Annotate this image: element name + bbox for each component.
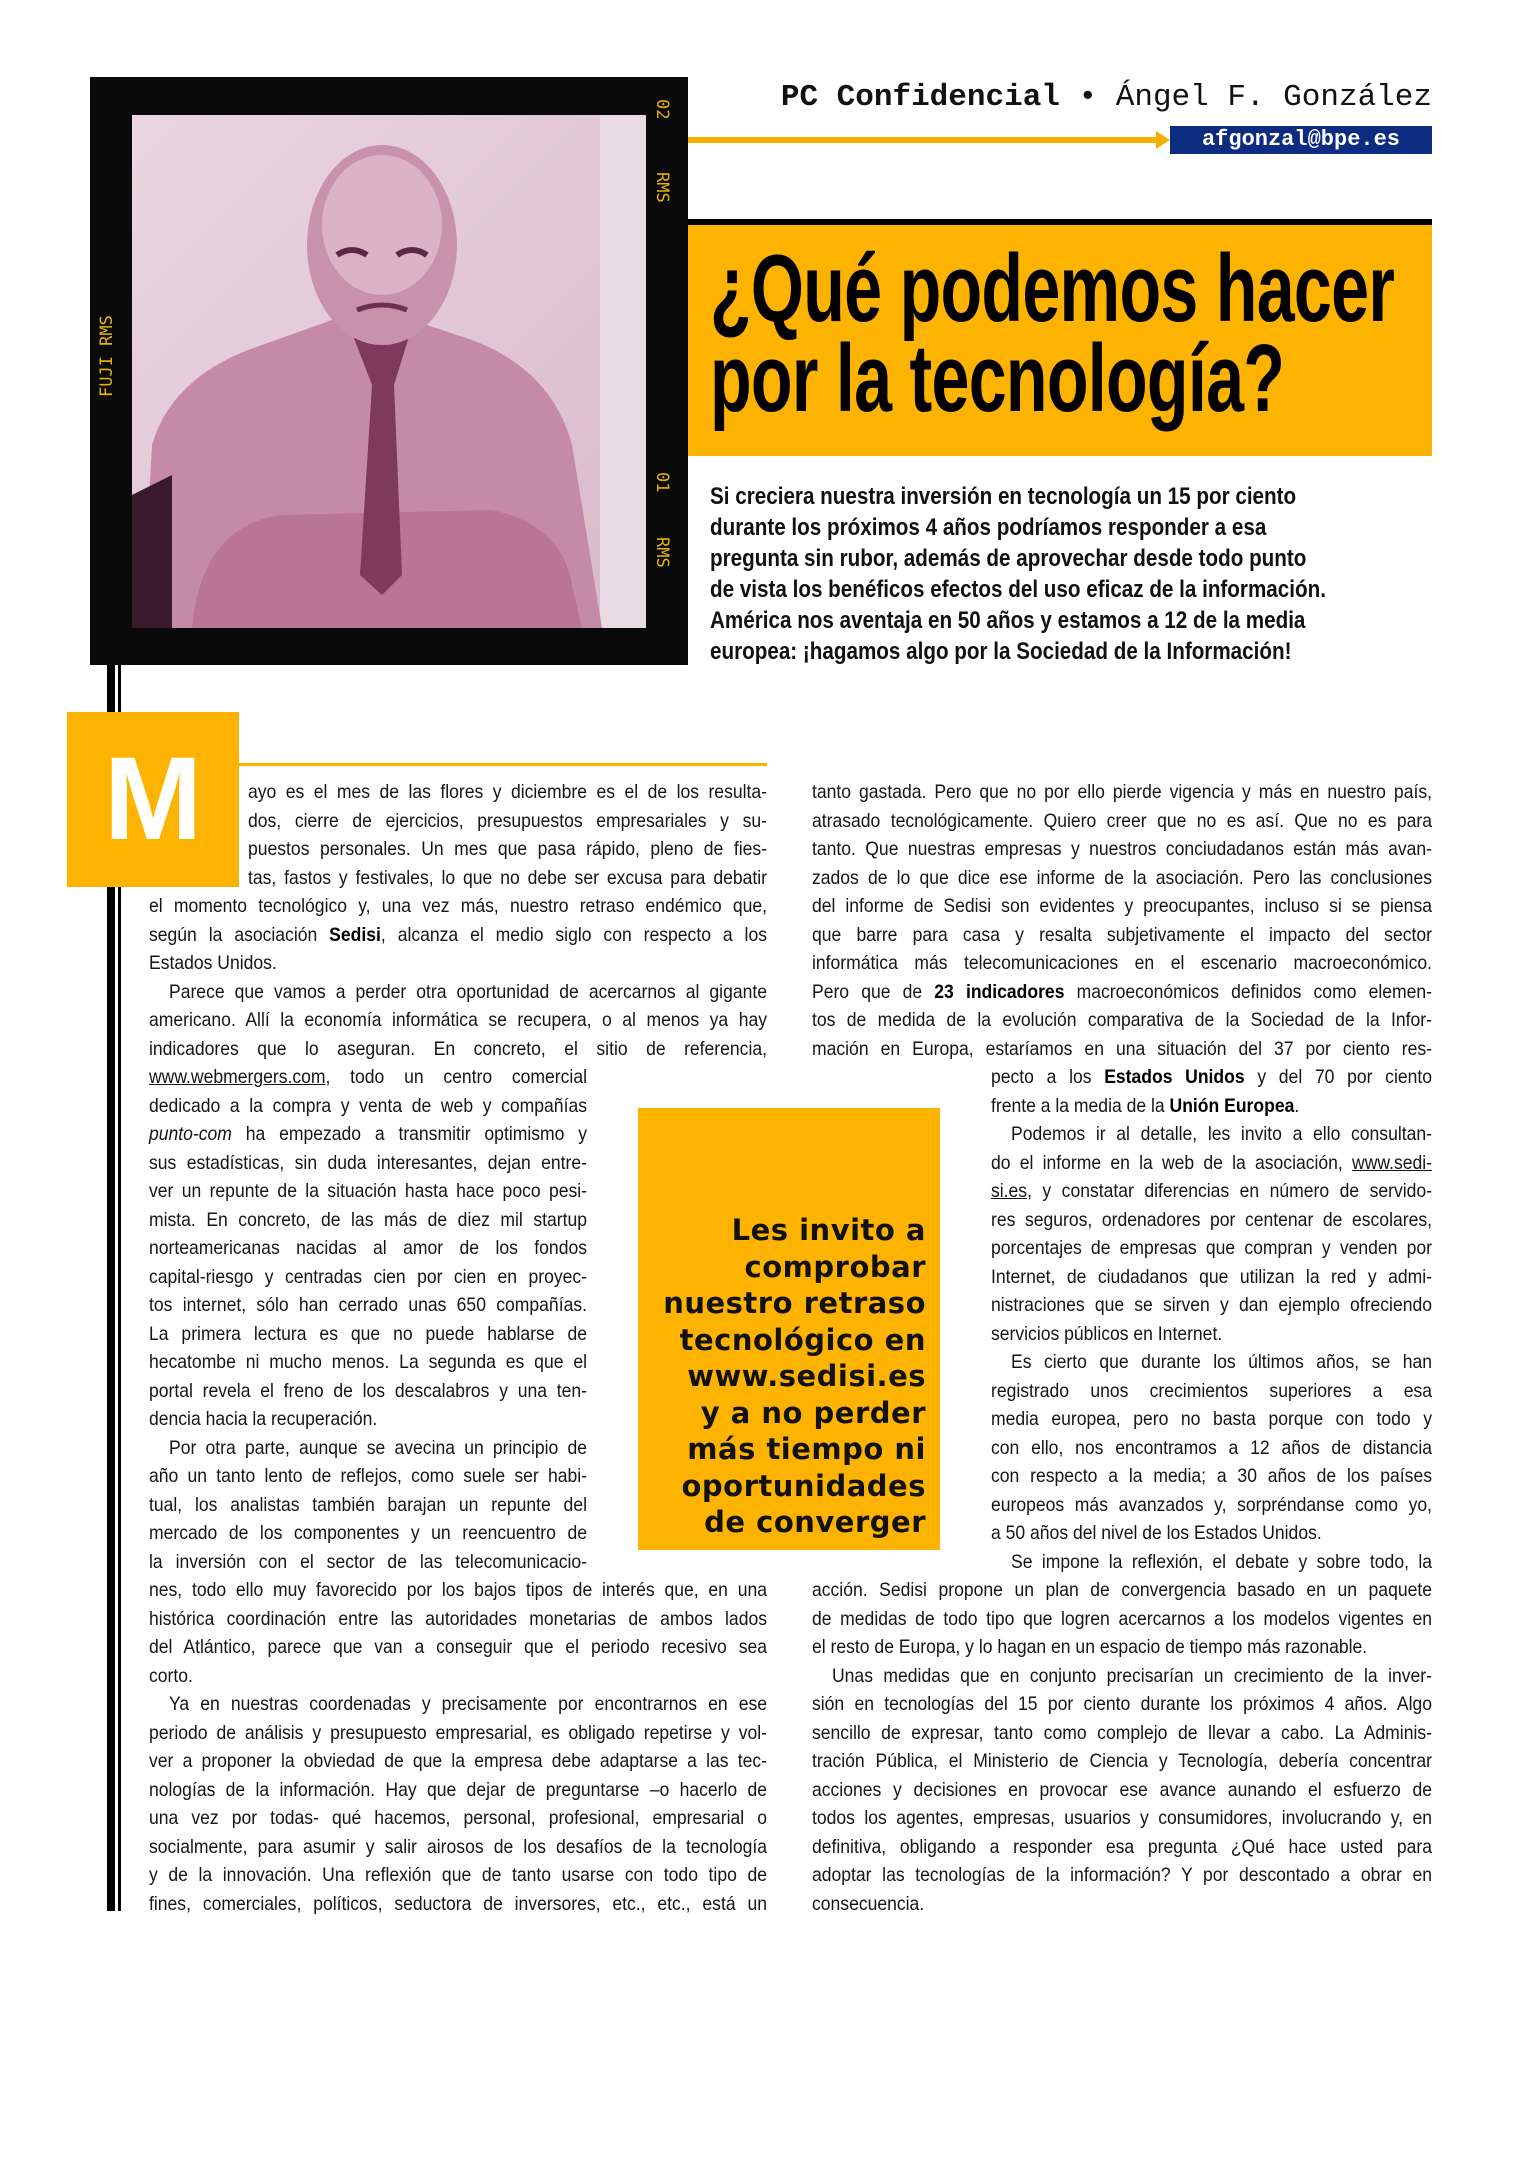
text-run: informática más telecomunicaciones en el escenario macroeconómico. (812, 952, 1432, 974)
text-run: según la asociación (149, 923, 330, 946)
column-top-rule (239, 763, 767, 766)
film-mark: RMS (652, 537, 672, 568)
text-run: dos, cierre de ejercicios, presupuestos empresariales y su- (248, 809, 767, 832)
text-run: capital-riesgo y centradas cien por cien en proyec- (149, 1265, 587, 1288)
body-text-line (248, 778, 767, 807)
drop-cap: M (67, 712, 239, 887)
body-text-line (149, 1519, 587, 1548)
body-text-line (991, 1377, 1432, 1406)
body-text-line (149, 892, 767, 921)
body-text-line (991, 1263, 1432, 1292)
web-link[interactable]: www.webmergers.com (149, 1066, 326, 1088)
standfirst-line: europea: ¡hagamos algo por la Sociedad de la Información! (710, 638, 1292, 665)
text-run: portal revela el freno de los descalabros y una ten- (149, 1379, 587, 1402)
text-run: consecuencia. (812, 1892, 925, 1915)
text-run: pecto a los (991, 1066, 1105, 1088)
body-text-line (812, 1890, 1432, 1919)
film-mark: RMS (652, 172, 672, 203)
text-run: tual, los analistas también barajan un repunte del (149, 1493, 587, 1516)
text-run: tanto gastada. Pero que no por ello pierde vigencia y más en nuestro país, (812, 781, 1432, 803)
body-text-line (991, 1519, 1432, 1548)
pull-quote-line: y a no perder (700, 1395, 926, 1430)
film-mark: 01 (652, 472, 672, 493)
text-run: una vez por todas- qué hacemos, personal, profesional, empresarial o (149, 1807, 767, 1829)
text-run: Estados Unidos. (149, 952, 277, 974)
text-run: Se impone la reflexión, el debate y sobre todo, la (1011, 1550, 1432, 1573)
text-run: ha empezado a transmitir optimismo y (231, 1123, 587, 1145)
body-text-line (149, 1491, 587, 1520)
text-run: europeos más avanzados y, sorpréndanse como yo, (991, 1493, 1432, 1516)
text-run: tos de medida de la evolución comparativa de la Sociedad de la Infor- (812, 1009, 1432, 1031)
body-text-line (991, 1405, 1432, 1434)
byline-separator: • (1078, 80, 1098, 115)
body-text-line (149, 1320, 587, 1349)
text-run: a 50 años del nivel de los Estados Unidos. (991, 1522, 1322, 1544)
body-text-line (169, 1434, 587, 1463)
section-name: PC Confidencial (780, 80, 1060, 115)
text-run: del Atlántico, parece que van a conseguir que el periodo recesivo sea (149, 1636, 767, 1658)
arrow-right-icon (1156, 131, 1170, 149)
body-text-line (812, 1833, 1432, 1862)
text-run: Unas medidas que en conjunto precisarían un crecimiento de la inver- (832, 1664, 1432, 1687)
text-run: periodo de análisis y presupuesto empresarial, es obligado repetirse y vol- (149, 1721, 767, 1744)
text-run: zados de lo que dice ese informe de la asociación. Pero las conclusiones (812, 866, 1432, 889)
body-text-line (149, 1291, 587, 1320)
body-text-line (248, 807, 767, 836)
text-run: histórica coordinación entre las autoridades monetarias de ambos lados (149, 1607, 767, 1630)
text-run: nes, todo ello muy favorecido por los bajos tipos de interés que, en una (149, 1579, 767, 1601)
text-run: indicadores que lo aseguran. En concreto, el sitio de referencia, (149, 1037, 767, 1060)
body-text-line (812, 1605, 1432, 1634)
body-text-line (149, 1348, 587, 1377)
standfirst-line: Si creciera nuestra inversión en tecnología un 15 por ciento (710, 483, 1297, 510)
text-run: frente a la media de la (991, 1094, 1170, 1117)
web-link[interactable]: www.sedi- (1352, 1151, 1432, 1174)
body-text-line (991, 1206, 1432, 1235)
text-run: ayo es el mes de las flores y diciembre es el de los resulta- (248, 781, 767, 803)
headline-box (688, 225, 1432, 456)
standfirst-line: pregunta sin rubor, además de aprovechar desde todo punto (710, 545, 1307, 572)
italic-text: punto-com (149, 1123, 232, 1145)
bold-text: Sedisi (329, 923, 381, 946)
pull-quote-line: oportunidades (681, 1468, 926, 1503)
body-text-line (149, 1092, 587, 1121)
text-run: acciones y decisiones en provocar ese avance aunando el esfuerzo de (812, 1778, 1432, 1801)
body-text-line (812, 1633, 1432, 1662)
text-run: nologías de la información. Hay que dejar de preguntarse –o hacerlo de (149, 1778, 767, 1801)
bold-text: Estados Unidos (1104, 1066, 1245, 1088)
body-text-line (991, 1320, 1432, 1349)
text-run: , todo un centro comercial (325, 1066, 587, 1088)
body-text-line (1011, 1348, 1432, 1377)
body-text-line (812, 1719, 1432, 1748)
body-text-line (991, 1092, 1432, 1121)
text-run: dencia hacia la recuperación. (149, 1408, 378, 1430)
body-text-line (991, 1462, 1432, 1491)
text-run: americano. Allí la economía informática se recupera, o al menos ya hay (149, 1009, 767, 1031)
text-run: definitiva, obligando a responder esa pregunta ¿Qué hace usted para (812, 1835, 1432, 1858)
text-run: acción. Sedisi propone un plan de convergencia basado en un paquete (812, 1579, 1432, 1601)
body-text-line (149, 1804, 767, 1833)
pull-quote-line: de converger (704, 1505, 926, 1539)
text-run: adoptar las tecnologías de la información? Y por descontado a obrar en (812, 1864, 1432, 1886)
bold-text: 23 indicadores (934, 980, 1065, 1003)
text-run: puestos personales. Un mes que pasa rápido, pleno de fies- (248, 838, 767, 860)
standfirst-line: durante los próximos 4 años podríamos responder a esa (710, 514, 1267, 541)
text-run: macroeconómicos definidos como elemen- (1064, 980, 1433, 1003)
body-text-line (248, 864, 767, 893)
body-text-line (149, 1576, 767, 1605)
body-text-line (149, 1662, 767, 1691)
body-text-line (149, 1206, 587, 1235)
byline (781, 80, 1432, 115)
body-text-line (812, 921, 1432, 950)
text-run: res seguros, ordenadores por centenar de escolares, (991, 1208, 1432, 1231)
text-run: . (1294, 1094, 1300, 1117)
body-text-line (149, 1234, 587, 1263)
body-text-line (812, 864, 1432, 893)
body-text-line (991, 1177, 1432, 1206)
body-text-line (1011, 1120, 1432, 1149)
text-run: sus estadísticas, sin duda interesantes, dejan entre- (149, 1151, 587, 1174)
body-text-line (991, 1063, 1432, 1092)
text-run: do el informe en la web de la asociación, (991, 1151, 1353, 1174)
text-run: todos los agentes, empresas, usuarios y consumidores, involucrando y, en (812, 1807, 1432, 1829)
pull-quote-line: nuestro retraso (663, 1286, 926, 1320)
standfirst-line: de vista los benéficos efectos del uso eficaz de la información. (710, 576, 1326, 603)
bold-text: Unión Europea (1169, 1094, 1295, 1117)
pull-quote-line: comprobar (744, 1249, 926, 1284)
text-run: y del 70 por ciento (1244, 1066, 1433, 1088)
pull-quote-line: Les invito a (731, 1213, 926, 1247)
author-name: Ángel F. González (1115, 80, 1432, 115)
body-text-line (812, 1747, 1432, 1776)
text-run: Es cierto que durante los últimos años, se han (1011, 1351, 1432, 1373)
text-run: tas, fastos y festivales, lo que no debe ser excusa para debatir (248, 866, 767, 889)
body-text-line (149, 1120, 587, 1149)
text-run: tos internet, sólo han cerrado unas 650 compañías. (149, 1294, 587, 1316)
body-text-line (991, 1291, 1432, 1320)
text-run: sencillo de expresar, tanto como complejo de llevar a cabo. La Adminis- (812, 1721, 1432, 1744)
body-text-line (149, 1035, 767, 1064)
body-text-line (832, 1662, 1432, 1691)
body-text-line (991, 1149, 1432, 1178)
body-text-line (991, 1234, 1432, 1263)
headline-line: por la tecnología? (710, 325, 1285, 432)
body-text-line (812, 1776, 1432, 1805)
text-run: porcentajes de empresas que compran y venden por (991, 1237, 1432, 1259)
text-run: sión en tecnologías del 15 por ciento durante los próximos 4 años. Algo (812, 1693, 1432, 1715)
pull-quote-line: tecnológico en (679, 1322, 926, 1357)
body-text-line (149, 1719, 767, 1748)
body-text-line (812, 1576, 1432, 1605)
film-mark: FUJI RMS (97, 315, 117, 397)
text-run: tanto. Que nuestras empresas y nuestros conciudadanos están más avan- (812, 838, 1432, 860)
author-photo (132, 115, 646, 628)
body-text-line (169, 1690, 767, 1719)
text-run: ver a proponer la obviedad de que la empresa debe adaptarse a las tec- (149, 1750, 767, 1772)
body-text-line (812, 807, 1432, 836)
body-text-line (812, 892, 1432, 921)
body-text-line (812, 778, 1432, 807)
standfirst-line: América nos aventaja en 50 años y estamos a 12 de la media (710, 607, 1306, 634)
author-email-link[interactable]: afgonzal@bpe.es (1170, 126, 1432, 154)
text-run: Internet, de ciudadanos que utilizan la red y admi- (991, 1265, 1432, 1288)
body-text-line (248, 835, 767, 864)
body-text-line (812, 1690, 1432, 1719)
body-text-line (149, 949, 767, 978)
text-run: tración Pública, el Ministerio de Ciencia y Tecnología, debería concentrar (812, 1750, 1432, 1772)
body-text-line (149, 1006, 767, 1035)
pull-quote (638, 1108, 940, 1550)
body-text-line (812, 1804, 1432, 1833)
body-text-line (149, 1177, 587, 1206)
text-run: del informe de Sedisi son evidentes y preocupantes, incluso si se piensa (812, 895, 1432, 917)
text-run: Parece que vamos a perder otra oportunidad de acercarnos al gigante (169, 980, 767, 1003)
text-run: fines, comerciales, políticos, seductora de inversores, etc., etc., está un (149, 1892, 767, 1915)
pull-quote-line: más tiempo ni (687, 1432, 926, 1466)
body-text-line (149, 1890, 767, 1919)
text-run: el resto de Europa, y lo hagan en un espacio de tiempo más razonable. (812, 1636, 1368, 1658)
text-run: corto. (149, 1664, 193, 1687)
body-text-line (149, 1605, 767, 1634)
body-text-line (149, 1063, 587, 1092)
body-text-line (1011, 1548, 1432, 1577)
headline-line: ¿Qué podemos hacer (710, 235, 1395, 342)
body-text-line (149, 1747, 767, 1776)
body-text-line (149, 1776, 767, 1805)
web-link[interactable]: si.es (991, 1180, 1028, 1202)
text-run: servicios públicos en Internet. (991, 1322, 1223, 1345)
text-run: ver un repunte de la situación hasta hace poco pesi- (149, 1180, 587, 1202)
body-text-line (812, 1035, 1432, 1064)
arrow-line (688, 137, 1158, 143)
text-run: atrasado tecnológicamente. Quiero creer que no es así. Que no es para (812, 809, 1432, 832)
body-text-line (149, 1377, 587, 1406)
body-text-line (812, 949, 1432, 978)
text-run: nistraciones que se sirven y dan ejemplo ofreciendo (991, 1294, 1432, 1316)
text-run: mación en Europa, estaríamos en una situación del 37 por ciento res- (812, 1037, 1432, 1060)
text-run: de medidas de todo tipo que logren acercarnos a los modelos vigentes en (812, 1607, 1432, 1630)
text-run: con ello, nos encontramos a 12 años de distancia (991, 1436, 1432, 1459)
body-text-line (149, 1861, 767, 1890)
pull-quote-line: www.sedisi.es (687, 1359, 926, 1393)
text-run: con respecto a la media; a 30 años de los países (991, 1465, 1432, 1487)
body-text-line (149, 1263, 587, 1292)
body-text-line (812, 1006, 1432, 1035)
text-run: el momento tecnológico y, una vez más, nuestro retraso endémico que, (149, 895, 767, 917)
body-text-line (991, 1434, 1432, 1463)
body-text-line (812, 1861, 1432, 1890)
text-run: socialmente, para asumir y salir airosos de los desafíos de la tecnología (149, 1835, 767, 1858)
body-text-line (169, 978, 767, 1007)
text-run: que barre para casa y resalta subjetivamente el impacto del sector (812, 923, 1432, 946)
text-run: año un tanto lento de reflejos, como suele ser habi- (149, 1465, 587, 1487)
text-run: norteamericanas nacidas al amor de los fondos (149, 1237, 587, 1259)
text-run: , y constatar diferencias en número de servido- (1027, 1180, 1432, 1202)
body-text-line (991, 1491, 1432, 1520)
film-mark: 02 (652, 99, 672, 120)
body-text-line (149, 1149, 587, 1178)
text-run: Por otra parte, aunque se avecina un principio de (169, 1436, 587, 1459)
text-run: media europea, pero no basta porque con todo y (991, 1408, 1432, 1430)
body-text-line (812, 978, 1432, 1007)
text-run: hecatombe ni mucho menos. La segunda es que el (149, 1351, 587, 1373)
text-run: la inversión con el sector de las telecomunicacio- (149, 1550, 587, 1573)
text-run: mercado de los componentes y un reencuentro de (149, 1522, 587, 1544)
text-run: mista. En concreto, de las más de diez mil startup (149, 1208, 587, 1231)
text-run: Ya en nuestras coordenadas y precisamente por encontrarnos en ese (169, 1693, 767, 1715)
body-text-line (149, 1833, 767, 1862)
body-text-line (149, 1633, 767, 1662)
text-run: registrado unos crecimientos superiores a esa (991, 1379, 1432, 1402)
body-text-line (149, 1462, 587, 1491)
body-text-line (812, 835, 1432, 864)
text-run: La primera lectura es que no puede hablarse de (149, 1322, 587, 1345)
body-text-line (149, 1548, 587, 1577)
text-run: dedicado a la compra y venta de web y compañías (149, 1094, 587, 1117)
body-text-line (149, 921, 767, 950)
text-run: y de la innovación. Una reflexión que de tanto usarse con todo tipo de (149, 1864, 767, 1886)
body-text-line (149, 1405, 587, 1434)
text-run: Podemos ir al detalle, les invito a ello consultan- (1011, 1123, 1432, 1145)
text-run: Pero que de (812, 980, 935, 1003)
text-run: , alcanza el medio siglo con respecto a los (380, 923, 768, 946)
